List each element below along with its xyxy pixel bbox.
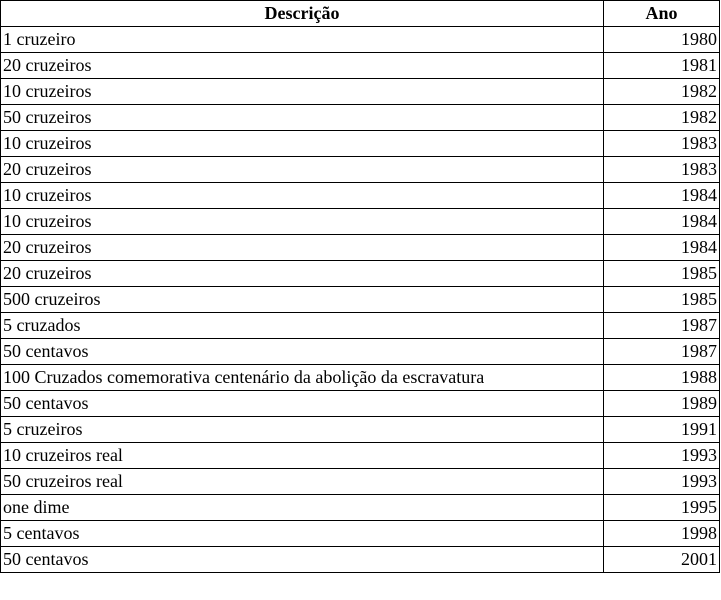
cell-descricao: 20 cruzeiros [1,157,604,183]
cell-ano: 1983 [604,157,720,183]
table-row [1,53,720,79]
table-row [1,235,720,261]
cell-descricao: 5 centavos [1,521,604,547]
cell-ano: 1993 [604,443,720,469]
table-row [1,417,720,443]
cell-descricao: 50 centavos [1,391,604,417]
table-row [1,365,720,391]
cell-ano: 1998 [604,521,720,547]
cell-ano: 1983 [604,131,720,157]
cell-descricao: 20 cruzeiros [1,261,604,287]
table-row [1,521,720,547]
cell-descricao: 50 centavos [1,339,604,365]
cell-descricao: 5 cruzados [1,313,604,339]
cell-ano: 1987 [604,313,720,339]
cell-descricao: 10 cruzeiros [1,209,604,235]
table-row [1,339,720,365]
table-row [1,131,720,157]
table-row [1,183,720,209]
cell-descricao: 1 cruzeiro [1,27,604,53]
table-row [1,287,720,313]
cell-descricao: 10 cruzeiros [1,183,604,209]
cell-ano: 1984 [604,235,720,261]
cell-ano: 1985 [604,287,720,313]
cell-ano: 2001 [604,547,720,573]
table-row [1,27,720,53]
table-row [1,547,720,573]
cell-ano: 1993 [604,469,720,495]
table-row [1,469,720,495]
cell-descricao: 500 cruzeiros [1,287,604,313]
cell-descricao: 50 cruzeiros real [1,469,604,495]
table-row [1,313,720,339]
cell-descricao: 5 cruzeiros [1,417,604,443]
cell-ano: 1981 [604,53,720,79]
table-row [1,495,720,521]
table-row [1,443,720,469]
cell-ano: 1995 [604,495,720,521]
header-descricao: Descrição [1,1,604,27]
table-row [1,79,720,105]
cell-descricao: 100 Cruzados comemorativa centenário da abolição da escravatura [1,365,604,391]
cell-ano: 1982 [604,105,720,131]
table-row [1,391,720,417]
cell-descricao: 10 cruzeiros [1,79,604,105]
cell-ano: 1991 [604,417,720,443]
table-row [1,261,720,287]
table-row [1,209,720,235]
cell-descricao: 10 cruzeiros [1,131,604,157]
cell-descricao: 20 cruzeiros [1,53,604,79]
cell-descricao: 50 cruzeiros [1,105,604,131]
cell-ano: 1985 [604,261,720,287]
table-row [1,105,720,131]
cell-ano: 1984 [604,209,720,235]
table-row [1,157,720,183]
cell-descricao: 20 cruzeiros [1,235,604,261]
header-row [1,1,720,27]
cell-ano: 1980 [604,27,720,53]
cell-ano: 1984 [604,183,720,209]
cell-ano: 1988 [604,365,720,391]
header-ano: Ano [604,1,720,27]
cell-ano: 1982 [604,79,720,105]
cell-descricao: 10 cruzeiros real [1,443,604,469]
table-body [1,27,720,573]
cell-descricao: one dime [1,495,604,521]
cell-ano: 1987 [604,339,720,365]
cell-descricao: 50 centavos [1,547,604,573]
cell-ano: 1989 [604,391,720,417]
